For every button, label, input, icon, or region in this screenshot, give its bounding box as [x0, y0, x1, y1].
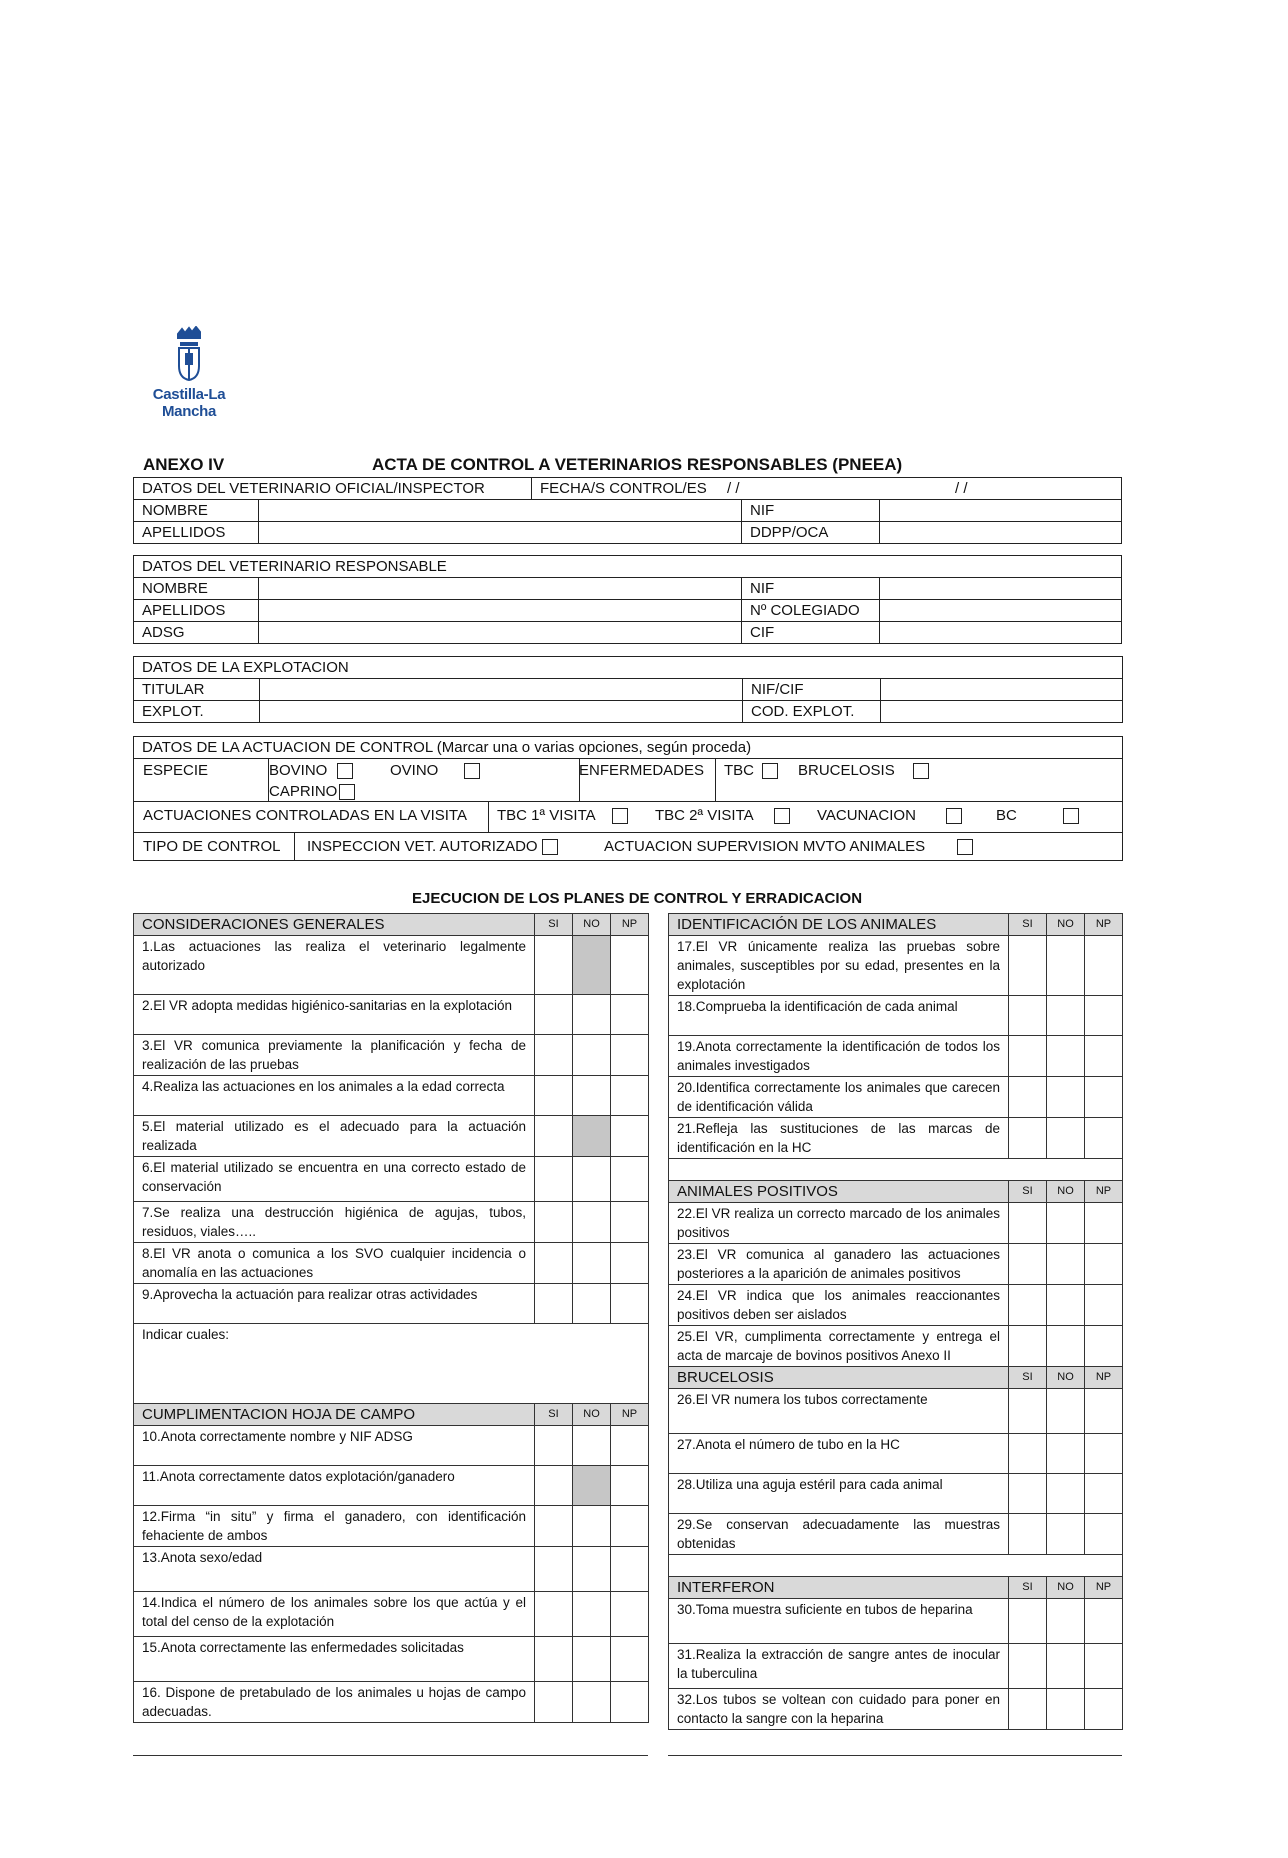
- q29-no[interactable]: [1047, 1514, 1085, 1555]
- no-header: NO: [1047, 1577, 1085, 1599]
- actuaciones-row: [134, 802, 1123, 833]
- q4-si[interactable]: [535, 1076, 573, 1116]
- coat-of-arms-icon: [126, 326, 252, 386]
- responsable-adsg-field[interactable]: [259, 622, 742, 644]
- responsable-nif-label: NIF: [742, 578, 880, 600]
- oficial-nif-label: NIF: [742, 500, 880, 522]
- caprino-checkbox[interactable]: [339, 784, 355, 800]
- explotacion-label: DATOS DE LA EXPLOTACION: [134, 657, 1123, 679]
- tbc1-option[interactable]: [497, 805, 632, 826]
- question-13: 13.Anota sexo/edad: [134, 1547, 535, 1592]
- q13-no[interactable]: [573, 1547, 611, 1592]
- bovino-checkbox[interactable]: [337, 763, 353, 779]
- supervision-checkbox[interactable]: [957, 839, 973, 855]
- question-10: 10.Anota correctamente nombre y NIF ADSG: [134, 1426, 535, 1466]
- brucelosis-header: BRUCELOSIS: [669, 1367, 1009, 1389]
- q9-si[interactable]: [535, 1284, 573, 1324]
- q1-no-disabled: [573, 936, 611, 995]
- np-header: NP: [1085, 1181, 1123, 1203]
- page-title: ACTA DE CONTROL A VETERINARIOS RESPONSABLES (PNEEA): [372, 455, 903, 474]
- tbc2-option[interactable]: [655, 805, 794, 826]
- q12-no[interactable]: [573, 1506, 611, 1547]
- q2-no[interactable]: [573, 995, 611, 1035]
- question-24: 24.El VR indica que los animales reaccionantes positivos deben ser aislados: [669, 1285, 1009, 1326]
- q10-no[interactable]: [573, 1426, 611, 1466]
- q3-no[interactable]: [573, 1035, 611, 1076]
- q28-si[interactable]: [1009, 1474, 1047, 1514]
- cod-explot-field[interactable]: [881, 701, 1123, 723]
- hoja-campo-header: CUMPLIMENTACION HOJA DE CAMPO: [134, 1404, 535, 1426]
- tbc1-label: TBC 1ª VISITA: [497, 807, 596, 824]
- ovino-option[interactable]: [390, 760, 484, 781]
- tbc-checkbox[interactable]: [762, 763, 778, 779]
- q8-si[interactable]: [535, 1243, 573, 1284]
- q23-si[interactable]: [1009, 1244, 1047, 1285]
- cod-explot-label: COD. EXPLOT.: [743, 701, 881, 723]
- bc-label: BC: [996, 807, 1017, 824]
- q6-si[interactable]: [535, 1157, 573, 1202]
- q2-si[interactable]: [535, 995, 573, 1035]
- q3-np[interactable]: [611, 1035, 649, 1076]
- q5-si[interactable]: [535, 1116, 573, 1157]
- footer-line-right: [668, 1755, 1122, 1756]
- q17-no[interactable]: [1047, 936, 1085, 996]
- q27-no[interactable]: [1047, 1434, 1085, 1474]
- question-25: 25.El VR, cumplimenta correctamente y entrega el acta de marcaje de bovinos positivos Anexo II: [669, 1326, 1009, 1367]
- oficial-nif-field[interactable]: [880, 500, 1122, 522]
- identificacion-header: IDENTIFICACIÓN DE LOS ANIMALES: [669, 914, 1009, 936]
- brucelosis-label: BRUCELOSIS: [798, 762, 895, 779]
- q22-np[interactable]: [1085, 1203, 1123, 1244]
- q16-si[interactable]: [535, 1682, 573, 1723]
- vacunacion-option[interactable]: [817, 805, 966, 826]
- q11-np[interactable]: [611, 1466, 649, 1506]
- titular-label: TITULAR: [134, 679, 260, 701]
- q4-no[interactable]: [573, 1076, 611, 1116]
- responsable-colegiado-label: Nº COLEGIADO: [742, 600, 880, 622]
- ovino-checkbox[interactable]: [464, 763, 480, 779]
- oficial-ddpp-field[interactable]: [880, 522, 1122, 544]
- vacunacion-label: VACUNACION: [817, 807, 916, 824]
- fecha-label: FECHA/S CONTROL/ES: [540, 480, 707, 497]
- q23-np[interactable]: [1085, 1244, 1123, 1285]
- q6-no[interactable]: [573, 1157, 611, 1202]
- q5-no-disabled: [573, 1116, 611, 1157]
- q21-si[interactable]: [1009, 1118, 1047, 1159]
- q19-no[interactable]: [1047, 1036, 1085, 1077]
- bovino-label: BOVINO: [269, 762, 328, 779]
- tbc-option[interactable]: [724, 760, 782, 781]
- q17-np[interactable]: [1085, 936, 1123, 996]
- q27-si[interactable]: [1009, 1434, 1047, 1474]
- responsable-apellidos-field[interactable]: [259, 600, 742, 622]
- nifcif-field[interactable]: [881, 679, 1123, 701]
- q7-si[interactable]: [535, 1202, 573, 1243]
- q21-np[interactable]: [1085, 1118, 1123, 1159]
- actuaciones-label: ACTUACIONES CONTROLADAS EN LA VISITA: [143, 807, 467, 824]
- responsable-cif-label: CIF: [742, 622, 880, 644]
- bc-checkbox[interactable]: [1063, 808, 1079, 824]
- q22-si[interactable]: [1009, 1203, 1047, 1244]
- np-header: NP: [611, 914, 649, 936]
- q32-si[interactable]: [1009, 1689, 1047, 1730]
- q25-np[interactable]: [1085, 1326, 1123, 1367]
- q12-np[interactable]: [611, 1506, 649, 1547]
- nifcif-label: NIF/CIF: [743, 679, 881, 701]
- ovino-label: OVINO: [390, 762, 439, 779]
- si-header: SI: [535, 1404, 573, 1426]
- q29-si[interactable]: [1009, 1514, 1047, 1555]
- question-12: 12.Firma “in situ” y firma el ganadero, con identificación fehaciente de ambos: [134, 1506, 535, 1547]
- castilla-la-mancha-logo: [126, 326, 252, 420]
- logo-text: Castilla-La Mancha: [152, 386, 226, 420]
- q5-np[interactable]: [611, 1116, 649, 1157]
- no-header: NO: [573, 914, 611, 936]
- q11-no-disabled: [573, 1466, 611, 1506]
- responsable-colegiado-field[interactable]: [880, 600, 1122, 622]
- q14-np[interactable]: [611, 1592, 649, 1637]
- fecha-slash-1: / /: [727, 480, 740, 497]
- q4-np[interactable]: [611, 1076, 649, 1116]
- q16-np[interactable]: [611, 1682, 649, 1723]
- vacunacion-checkbox[interactable]: [946, 808, 962, 824]
- oficial-ddpp-label: DDPP/OCA: [742, 522, 880, 544]
- q8-no[interactable]: [573, 1243, 611, 1284]
- q14-si[interactable]: [535, 1592, 573, 1637]
- interferon-header: INTERFERON: [669, 1577, 1009, 1599]
- q28-no[interactable]: [1047, 1474, 1085, 1514]
- question-31: 31.Realiza la extracción de sangre antes de inocular la tuberculina: [669, 1644, 1009, 1689]
- ejecucion-title: EJECUCION DE LOS PLANES DE CONTROL Y ERRADICACION: [412, 890, 863, 907]
- q11-si[interactable]: [535, 1466, 573, 1506]
- titular-field[interactable]: [260, 679, 743, 701]
- q1-si[interactable]: [535, 936, 573, 995]
- question-22: 22.El VR realiza un correcto marcado de los animales positivos: [669, 1203, 1009, 1244]
- si-header: SI: [1009, 1577, 1047, 1599]
- q24-no[interactable]: [1047, 1285, 1085, 1326]
- anexo-label: ANEXO IV: [143, 455, 225, 474]
- question-7: 7.Se realiza una destrucción higiénica de agujas, tubos, residuos, viales…..: [134, 1202, 535, 1243]
- q26-np[interactable]: [1085, 1389, 1123, 1434]
- question-1: 1.Las actuaciones las realiza el veterinario legalmente autorizado: [134, 936, 535, 995]
- q9-no[interactable]: [573, 1284, 611, 1324]
- oficial-label: DATOS DEL VETERINARIO OFICIAL/INSPECTOR: [134, 478, 532, 500]
- q32-no[interactable]: [1047, 1689, 1085, 1730]
- q29-np[interactable]: [1085, 1514, 1123, 1555]
- especie-row: [134, 759, 1123, 802]
- q20-si[interactable]: [1009, 1077, 1047, 1118]
- explotacion-table: [133, 656, 1123, 723]
- question-16: 16. Dispone de pretabulado de los animales u hojas de campo adecuadas.: [134, 1682, 535, 1723]
- responsable-adsg-label: ADSG: [134, 622, 259, 644]
- q13-si[interactable]: [535, 1547, 573, 1592]
- responsable-nombre-field[interactable]: [259, 578, 742, 600]
- bovino-option[interactable]: [269, 760, 357, 781]
- q22-no[interactable]: [1047, 1203, 1085, 1244]
- q31-no[interactable]: [1047, 1644, 1085, 1689]
- q23-no[interactable]: [1047, 1244, 1085, 1285]
- question-29: 29.Se conservan adecuadamente las muestras obtenidas: [669, 1514, 1009, 1555]
- divider: [488, 802, 489, 833]
- brucelosis-checkbox[interactable]: [913, 763, 929, 779]
- tbc2-checkbox[interactable]: [774, 808, 790, 824]
- left-checklist: [133, 913, 649, 1723]
- tbc-label: TBC: [724, 762, 754, 779]
- enfermedades-label: ENFERMEDADES: [579, 762, 705, 779]
- oficial-apellidos-label: APELLIDOS: [134, 522, 259, 544]
- question-2: 2.El VR adopta medidas higiénico-sanitarias en la explotación: [134, 995, 535, 1035]
- question-3: 3.El VR comunica previamente la planificación y fecha de realización de las pruebas: [134, 1035, 535, 1076]
- question-5: 5.El material utilizado es el adecuado para la actuación realizada: [134, 1116, 535, 1157]
- responsable-apellidos-label: APELLIDOS: [134, 600, 259, 622]
- tbc1-checkbox[interactable]: [612, 808, 628, 824]
- oficial-table: [133, 477, 1122, 544]
- actuacion-label: DATOS DE LA ACTUACION DE CONTROL (Marcar una o varias opciones, según proceda): [134, 737, 1123, 759]
- question-6: 6.El material utilizado se encuentra en una correcto estado de conservación: [134, 1157, 535, 1202]
- q16-no[interactable]: [573, 1682, 611, 1723]
- oficial-nombre-label: NOMBRE: [134, 500, 259, 522]
- tipo-row: [134, 833, 1123, 861]
- q1-np[interactable]: [611, 936, 649, 995]
- positivos-header: ANIMALES POSITIVOS: [669, 1181, 1009, 1203]
- question-17: 17.El VR únicamente realiza las pruebas sobre animales, susceptibles por su edad, presentes en la explotación: [669, 936, 1009, 996]
- q30-np[interactable]: [1085, 1599, 1123, 1644]
- divider: [715, 759, 716, 802]
- caprino-option[interactable]: [269, 781, 359, 802]
- si-header: SI: [535, 914, 573, 936]
- q6-np[interactable]: [611, 1157, 649, 1202]
- q26-no[interactable]: [1047, 1389, 1085, 1434]
- q20-no[interactable]: [1047, 1077, 1085, 1118]
- question-18: 18.Comprueba la identificación de cada animal: [669, 996, 1009, 1036]
- q19-np[interactable]: [1085, 1036, 1123, 1077]
- responsable-label: DATOS DEL VETERINARIO RESPONSABLE: [134, 556, 1122, 578]
- question-21: 21.Refleja las sustituciones de las marcas de identificación en la HC: [669, 1118, 1009, 1159]
- q24-si[interactable]: [1009, 1285, 1047, 1326]
- question-14: 14.Indica el número de los animales sobre los que actúa y el total del censo de la explotación: [134, 1592, 535, 1637]
- q18-si[interactable]: [1009, 996, 1047, 1036]
- especie-label: ESPECIE: [143, 762, 209, 779]
- q20-np[interactable]: [1085, 1077, 1123, 1118]
- bc-option[interactable]: [996, 805, 1083, 826]
- q12-si[interactable]: [535, 1506, 573, 1547]
- q15-no[interactable]: [573, 1637, 611, 1682]
- brucelosis-option[interactable]: [798, 760, 933, 781]
- np-header: NP: [1085, 1577, 1123, 1599]
- si-header: SI: [1009, 1181, 1047, 1203]
- q32-np[interactable]: [1085, 1689, 1123, 1730]
- q17-si[interactable]: [1009, 936, 1047, 996]
- q8-np[interactable]: [611, 1243, 649, 1284]
- indicar-label: Indicar cuales:: [142, 1327, 230, 1342]
- spacer-row: [669, 1159, 1123, 1181]
- question-32: 32.Los tubos se voltean con cuidado para poner en contacto la sangre con la heparina: [669, 1689, 1009, 1730]
- q7-np[interactable]: [611, 1202, 649, 1243]
- q15-np[interactable]: [611, 1637, 649, 1682]
- no-header: NO: [1047, 1181, 1085, 1203]
- no-header: NO: [1047, 914, 1085, 936]
- q30-si[interactable]: [1009, 1599, 1047, 1644]
- q21-no[interactable]: [1047, 1118, 1085, 1159]
- supervision-label: ACTUACION SUPERVISION MVTO ANIMALES: [604, 838, 926, 855]
- responsable-nombre-label: NOMBRE: [134, 578, 259, 600]
- question-23: 23.El VR comunica al ganadero las actuaciones posteriores a la aparición de animales positivos: [669, 1244, 1009, 1285]
- q30-no[interactable]: [1047, 1599, 1085, 1644]
- responsable-nif-field[interactable]: [880, 578, 1122, 600]
- q31-si[interactable]: [1009, 1644, 1047, 1689]
- si-header: SI: [1009, 1367, 1047, 1389]
- generales-header: CONSIDERACIONES GENERALES: [134, 914, 535, 936]
- q24-np[interactable]: [1085, 1285, 1123, 1326]
- q18-np[interactable]: [1085, 996, 1123, 1036]
- question-15: 15.Anota correctamente las enfermedades solicitadas: [134, 1637, 535, 1682]
- explot-label: EXPLOT.: [134, 701, 260, 723]
- q18-no[interactable]: [1047, 996, 1085, 1036]
- question-28: 28.Utiliza una aguja estéril para cada animal: [669, 1474, 1009, 1514]
- question-19: 19.Anota correctamente la identificación de todos los animales investigados: [669, 1036, 1009, 1077]
- indicar-cuales-field[interactable]: [134, 1324, 649, 1404]
- oficial-nombre-field[interactable]: [259, 500, 742, 522]
- right-checklist: [668, 913, 1123, 1730]
- np-header: NP: [611, 1404, 649, 1426]
- no-header: NO: [1047, 1367, 1085, 1389]
- footer-line-left: [133, 1755, 648, 1756]
- q14-no[interactable]: [573, 1592, 611, 1637]
- q9-np[interactable]: [611, 1284, 649, 1324]
- q25-no[interactable]: [1047, 1326, 1085, 1367]
- np-header: NP: [1085, 1367, 1123, 1389]
- inspeccion-checkbox[interactable]: [542, 839, 558, 855]
- q28-np[interactable]: [1085, 1474, 1123, 1514]
- question-8: 8.El VR anota o comunica a los SVO cualquier incidencia o anomalía en las actuaciones: [134, 1243, 535, 1284]
- spacer-row: [669, 1555, 1123, 1577]
- actuacion-table: [133, 736, 1123, 861]
- tbc2-label: TBC 2ª VISITA: [655, 807, 754, 824]
- q7-no[interactable]: [573, 1202, 611, 1243]
- explot-field[interactable]: [260, 701, 743, 723]
- tipo-label: TIPO DE CONTROL: [143, 838, 281, 855]
- question-11: 11.Anota correctamente datos explotación/ganadero: [134, 1466, 535, 1506]
- fecha-cell[interactable]: [532, 478, 1122, 500]
- question-30: 30.Toma muestra suficiente en tubos de heparina: [669, 1599, 1009, 1644]
- question-27: 27.Anota el número de tubo en la HC: [669, 1434, 1009, 1474]
- oficial-apellidos-field[interactable]: [259, 522, 742, 544]
- fecha-slash-2: / /: [955, 480, 968, 497]
- responsable-table: [133, 555, 1122, 644]
- si-header: SI: [1009, 914, 1047, 936]
- inspeccion-label: INSPECCION VET. AUTORIZADO: [307, 838, 538, 855]
- question-20: 20.Identifica correctamente los animales que carecen de identificación válida: [669, 1077, 1009, 1118]
- q25-si[interactable]: [1009, 1326, 1047, 1367]
- caprino-label: CAPRINO: [269, 783, 338, 800]
- question-26: 26.El VR numera los tubos correctamente: [669, 1389, 1009, 1434]
- q15-si[interactable]: [535, 1637, 573, 1682]
- question-9: 9.Aprovecha la actuación para realizar otras actividades: [134, 1284, 535, 1324]
- q13-np[interactable]: [611, 1547, 649, 1592]
- no-header: NO: [573, 1404, 611, 1426]
- question-4: 4.Realiza las actuaciones en los animales a la edad correcta: [134, 1076, 535, 1116]
- q10-si[interactable]: [535, 1426, 573, 1466]
- q19-si[interactable]: [1009, 1036, 1047, 1077]
- responsable-cif-field[interactable]: [880, 622, 1122, 644]
- q31-np[interactable]: [1085, 1644, 1123, 1689]
- q3-si[interactable]: [535, 1035, 573, 1076]
- q27-np[interactable]: [1085, 1434, 1123, 1474]
- divider: [294, 833, 295, 861]
- q2-np[interactable]: [611, 995, 649, 1035]
- q10-np[interactable]: [611, 1426, 649, 1466]
- supervision-option[interactable]: [604, 836, 977, 857]
- inspeccion-option[interactable]: [307, 836, 562, 857]
- q26-si[interactable]: [1009, 1389, 1047, 1434]
- np-header: NP: [1085, 914, 1123, 936]
